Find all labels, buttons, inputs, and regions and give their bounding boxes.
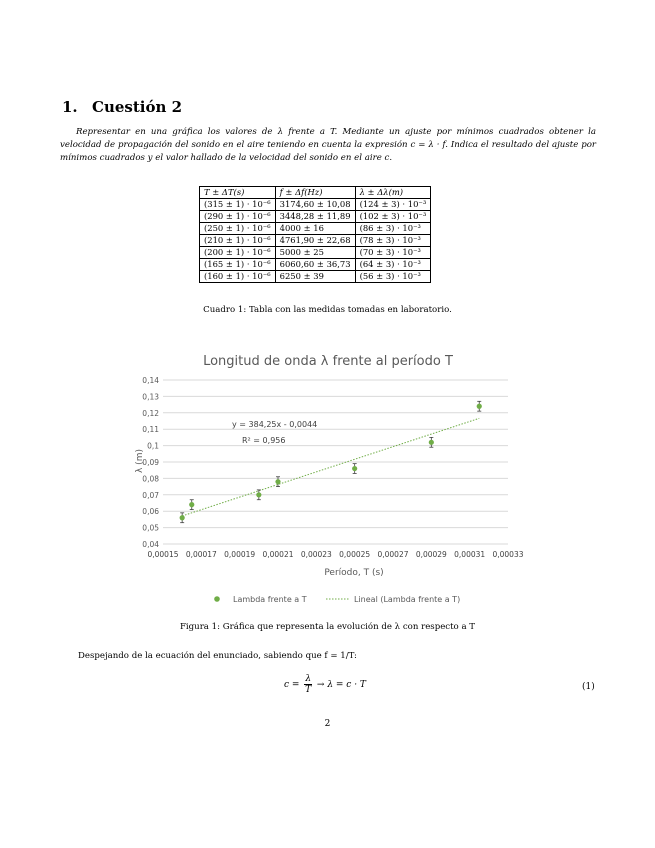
table-cell: 3174,60 ± 10,08: [275, 199, 355, 211]
trendline-path: [182, 418, 479, 516]
fit-r-squared: R² = 0,956: [242, 436, 286, 445]
table-cell: (102 ± 3) · 10⁻³: [355, 211, 431, 223]
y-tick-label: 0,07: [142, 490, 159, 500]
page-number: 2: [324, 719, 331, 729]
y-tick-label: 0,04: [142, 540, 159, 549]
table-cell: 6060,60 ± 36,73: [275, 259, 355, 271]
x-axis-ticks: [147, 550, 523, 559]
table-cell: 6250 ± 39: [275, 271, 355, 283]
table-cell: (160 ± 1) · 10⁻⁶: [200, 271, 276, 283]
y-tick-label: 0,05: [142, 523, 159, 533]
section-heading: [62, 98, 182, 116]
chart-legend: [214, 595, 460, 604]
data-point: [256, 492, 261, 497]
table-row: [200, 211, 431, 223]
table-cell: 4761,90 ± 22,68: [275, 235, 355, 247]
x-tick-label: 0,00015: [147, 550, 179, 559]
equation-lhs: c =: [284, 680, 300, 690]
equation-rhs: → λ = c · T: [316, 680, 366, 690]
table-header: T ± ΔT(s): [200, 187, 276, 199]
section-title: Cuestión 2: [92, 98, 183, 116]
table-row: [200, 223, 431, 235]
y-tick-label: 0,14: [142, 376, 159, 385]
data-point: [275, 479, 280, 484]
wavelength-period-chart: [130, 345, 530, 609]
x-tick-label: 0,00029: [415, 550, 447, 559]
table-header: λ ± Δλ(m): [355, 187, 431, 199]
table-header: f ± Δf(Hz): [275, 187, 355, 199]
y-tick-label: 0,1: [147, 441, 159, 451]
fraction-numerator: λ: [305, 674, 312, 684]
measurement-table: [199, 186, 431, 283]
x-tick-label: 0,00025: [339, 550, 371, 559]
section-number: 1.: [62, 98, 78, 116]
data-point: [477, 404, 482, 409]
legend-label-trendline: Lineal (Lambda frente a T): [354, 595, 461, 604]
x-tick-label: 0,00017: [185, 550, 217, 559]
figure-caption: Figura 1: Gráfica que representa la evolución de λ con respecto a T: [179, 622, 476, 632]
table-row: [200, 247, 431, 259]
table-cell: (70 ± 3) · 10⁻³: [355, 247, 431, 259]
y-tick-label: 0,06: [142, 507, 159, 517]
y-tick-label: 0,12: [142, 408, 159, 418]
table-cell: 5000 ± 25: [275, 247, 355, 259]
y-tick-label: 0,08: [142, 474, 159, 484]
legend-label-points: Lambda frente a T: [233, 595, 307, 604]
data-point: [352, 466, 357, 471]
chart-title: Longitud de onda λ frente al período T: [203, 354, 453, 369]
chart-grid: [163, 380, 508, 544]
table-cell: (64 ± 3) · 10⁻³: [355, 259, 431, 271]
x-tick-label: 0,00019: [224, 550, 256, 559]
question-prompt: Representar en una gráfica los valores de λ frente a T. Mediante un ajuste por mínimos cuadrados obtener la velocidad de propagación del sonido en el aire teniendo en cuenta la expresión c = λ · f. Indica el resultado del ajuste por mínimos cuadrados y el valor hallado de la velocidad del sonido en el aire c.: [60, 127, 596, 163]
table-cell: (200 ± 1) · 10⁻⁶: [200, 247, 276, 259]
derivation-paragraph: Despejando de la ecuación del enunciado, sabiendo que f = 1/T:: [78, 651, 357, 661]
table-cell: (290 ± 1) · 10⁻⁶: [200, 211, 276, 223]
equation: [284, 674, 366, 695]
equation-number: (1): [582, 682, 595, 692]
table-caption: Cuadro 1: Tabla con las medidas tomadas en laboratorio.: [203, 305, 452, 315]
table-cell: (165 ± 1) · 10⁻⁶: [200, 259, 276, 271]
x-tick-label: 0,00023: [300, 550, 332, 559]
table-cell: (78 ± 3) · 10⁻³: [355, 235, 431, 247]
table-header-row: [200, 187, 431, 199]
table-cell: (56 ± 3) · 10⁻³: [355, 271, 431, 283]
data-point: [180, 515, 185, 520]
y-axis-label: λ (m): [135, 449, 145, 473]
x-tick-label: 0,00021: [262, 550, 294, 559]
table-cell: (86 ± 3) · 10⁻³: [355, 223, 431, 235]
data-point: [429, 440, 434, 445]
y-tick-label: 0,13: [142, 392, 159, 402]
equation-fraction: [304, 674, 312, 695]
table-cell: (315 ± 1) · 10⁻⁶: [200, 199, 276, 211]
table-row: [200, 259, 431, 271]
table-cell: (124 ± 3) · 10⁻³: [355, 199, 431, 211]
x-axis-label: Período, T (s): [324, 568, 384, 578]
table-row: [200, 199, 431, 211]
y-tick-label: 0,09: [142, 458, 159, 467]
fit-equation: y = 384,25x - 0,0044: [232, 420, 318, 429]
x-tick-label: 0,00033: [492, 550, 524, 559]
table-cell: (250 ± 1) · 10⁻⁶: [200, 223, 276, 235]
fraction-denominator: T: [305, 685, 312, 695]
data-point: [189, 502, 194, 507]
x-tick-label: 0,00031: [454, 550, 486, 559]
table-cell: 4000 ± 16: [275, 223, 355, 235]
table-cell: 3448,28 ± 11,89: [275, 211, 355, 223]
legend-marker-points: [214, 596, 220, 602]
y-tick-label: 0,11: [142, 425, 159, 435]
x-tick-label: 0,00027: [377, 550, 409, 559]
table-row: [200, 235, 431, 247]
table-row: [200, 271, 431, 283]
trendline: [182, 418, 479, 516]
table-cell: (210 ± 1) · 10⁻⁶: [200, 235, 276, 247]
